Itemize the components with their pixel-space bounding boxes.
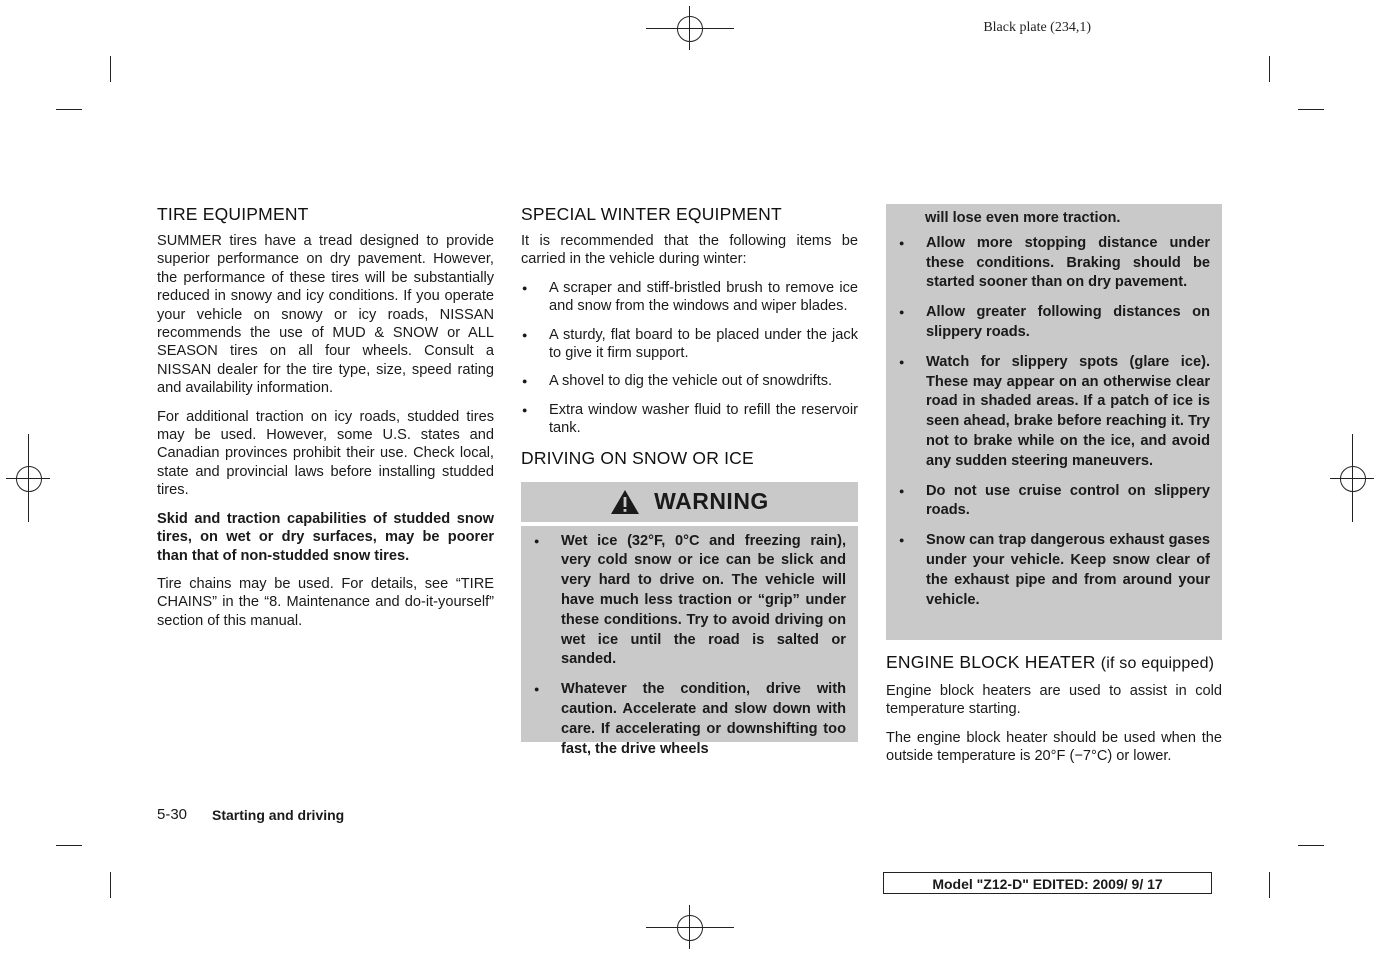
warning-item: ● Do not use cruise control on slippery roads. xyxy=(898,482,1210,522)
warning-item: ● Snow can trap dangerous exhaust gases under your vehicle. Keep snow clear of the exhaust pipe and from around your vehicle. xyxy=(898,531,1210,610)
warning-continued-text: will lose even more traction. xyxy=(925,210,1121,226)
page-number: 5-30 xyxy=(157,806,188,823)
summer-tires-paragraph: SUMMER tires have a tread designed to provide superior performance on dry pavement. However, the performance of these tires will be substantially reduced in snowy and icy conditions. If you operate your vehicle on snowy or icy roads, NISSAN recommends the use of MUD & SNOW or ALL SEASON tires on all four wheels. Consult a NISSAN dealer for the tire type, size, speed rating and availability information. xyxy=(157,233,494,397)
warning-item: ● Allow greater following distances on slippery roads. xyxy=(898,303,1210,343)
plate-label: Black plate (234,1) xyxy=(983,20,1091,35)
list-item: ● A scraper and stiff-bristled brush to remove ice and snow from the windows and wiper blades. xyxy=(521,279,858,316)
special-winter-equipment-heading: SPECIAL WINTER EQUIPMENT xyxy=(521,204,782,224)
winter-equipment-intro: It is recommended that the following items be carried in the vehicle during winter: xyxy=(521,233,858,268)
list-item: ● A sturdy, flat board to be placed under the jack to give it firm support. xyxy=(521,326,858,363)
engine-block-heater-heading-sub: (if so equipped) xyxy=(1100,655,1215,672)
driving-on-snow-heading: DRIVING ON SNOW OR ICE xyxy=(521,447,754,468)
engine-heater-paragraph-2: The engine block heater should be used when the outside temperature is 20°F (−7°C) or lower. xyxy=(886,729,1222,765)
list-item: ● A shovel to dig the vehicle out of snowdrifts. xyxy=(521,372,858,390)
studded-tires-caution: Skid and traction capabilities of studded snow tires, on wet or dry surfaces, may be poorer than that of non-studded snow tires. xyxy=(157,510,494,564)
engine-heater-paragraph-1: Engine block heaters are used to assist in cold temperature starting. xyxy=(886,683,1222,718)
middle-column xyxy=(521,204,858,757)
right-column xyxy=(886,204,1222,776)
studded-tires-paragraph: For additional traction on icy roads, studded tires may be used. However, some U.S. states and Canadian provinces prohibit their use. Check local, state and provincial laws before installing studded tires. xyxy=(157,408,494,499)
tire-equipment-heading: TIRE EQUIPMENT xyxy=(157,204,309,224)
winter-equipment-list xyxy=(521,279,858,438)
warning-icon xyxy=(610,489,640,515)
warning-box-continued xyxy=(886,204,1222,640)
warning-title: WARNING xyxy=(654,488,769,515)
left-column xyxy=(157,204,494,640)
model-edited-box: Model "Z12-D" EDITED: 2009/ 9/ 17 xyxy=(883,872,1212,894)
warning-item: ● Allow more stopping distance under these conditions. Braking should be started sooner than on dry pavement. xyxy=(898,234,1210,293)
engine-block-heater-heading xyxy=(886,652,1222,674)
section-title: Starting and driving xyxy=(212,807,345,823)
warning-item: ● Whatever the condition, drive with caution. Accelerate and slow down with care. If accelerating or downshifting too fast, the drive wheels xyxy=(533,680,846,759)
warning-box xyxy=(521,526,858,757)
engine-block-heater-heading-main: ENGINE BLOCK HEATER xyxy=(886,652,1101,672)
list-item: ● Extra window washer fluid to refill the reservoir tank. xyxy=(521,401,858,438)
warning-item: ● Wet ice (32°F, 0°C and freezing rain), very cold snow or ice can be slick and very hard to drive on. The vehicle will have much less traction or “grip” under these conditions. Try to avoid driving on wet ice until the road is salted or sanded. xyxy=(533,532,846,671)
tire-chains-paragraph: Tire chains may be used. For details, see “TIRE CHAINS” in the “8. Maintenance and do-it-yourself” section of this manual. xyxy=(157,575,494,629)
warning-item: ● Watch for slippery spots (glare ice). These may appear on an otherwise clear road in shaded areas. If a patch of ice is seen ahead, brake before reaching it. Try not to brake while on the ice, and avoid any sudden steering maneuvers. xyxy=(898,353,1210,472)
warning-header xyxy=(521,482,858,522)
